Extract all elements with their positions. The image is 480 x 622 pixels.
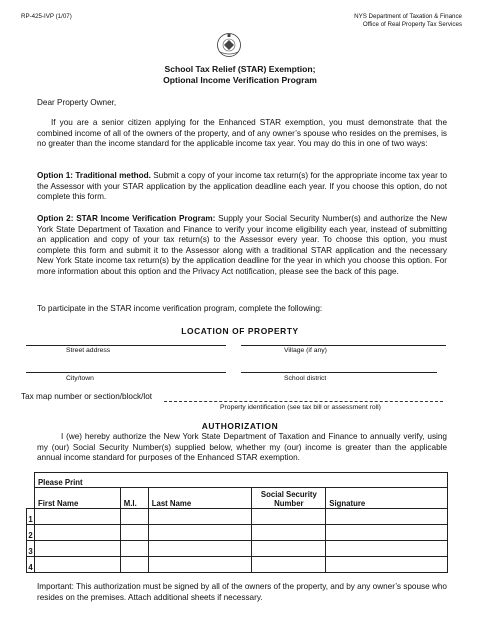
table-row (27, 509, 448, 525)
authorization-heading: AUTHORIZATION (201, 421, 279, 431)
row-number: 4 (27, 557, 35, 573)
option-2-text: Supply your Social Security Number(s) and authorize the New York State Department of Taxation and Finance to verify your income eligibility each year, instead of submitting an application and copy of your tax return(s) to the Assessor every year. To choose this option, you must complete this form and submit it to the Assessor along with a traditional STAR application and the necessary New York State income tax return(s) by the application deadline for the year in which you choose this option. For more information about this option and the Privacy Act notification, please see the back of this page. (37, 214, 447, 276)
first-name-cell[interactable] (34, 557, 120, 573)
table-row (27, 557, 448, 573)
mi-cell[interactable] (120, 541, 148, 557)
signature-table (26, 472, 448, 573)
row-number: 2 (27, 525, 35, 541)
table-row (27, 525, 448, 541)
option-2-paragraph (37, 214, 447, 278)
salutation: Dear Property Owner, (37, 98, 117, 107)
school-district-label: School district (284, 375, 327, 382)
row-number: 3 (27, 541, 35, 557)
first-name-cell[interactable] (34, 525, 120, 541)
mi-cell[interactable] (120, 509, 148, 525)
participate-text: To participate in the STAR income verification program, complete the following: (37, 304, 323, 313)
title-line-1: School Tax Relief (STAR) Exemption; (164, 64, 316, 74)
street-address-label: Street address (66, 347, 111, 354)
signature-cell[interactable] (326, 509, 448, 525)
ssn-cell[interactable] (252, 509, 326, 525)
village-field[interactable] (241, 345, 446, 346)
please-print-label: Please Print (34, 473, 447, 488)
ssn-cell[interactable] (252, 541, 326, 557)
mi-cell[interactable] (120, 525, 148, 541)
last-name-cell[interactable] (148, 541, 252, 557)
village-label: Village (if any) (284, 347, 327, 354)
location-heading: LOCATION OF PROPERTY (181, 326, 299, 336)
signature-cell[interactable] (326, 541, 448, 557)
last-name-cell[interactable] (148, 509, 252, 525)
street-address-field[interactable] (26, 345, 226, 346)
signature-cell[interactable] (326, 525, 448, 541)
mi-header: M.I. (120, 488, 148, 509)
school-district-field[interactable] (241, 372, 437, 373)
property-id-label: Property identification (see tax bill or assessment roll) (220, 404, 381, 411)
intro-paragraph: If you are a senior citizen applying for the Enhanced STAR exemption, you must demonstrate that the combined income of all of the owners of the property, and of any owner’s spouse who resides on the premises, is no greater than the income standard for the applicable income tax year. You may do this in one of two ways: (37, 118, 447, 149)
ssn-cell[interactable] (252, 557, 326, 573)
nys-seal-icon (216, 32, 242, 58)
table-corner (27, 473, 35, 488)
city-town-field[interactable] (26, 372, 226, 373)
authorization-text: I (we) hereby authorize the New York State Department of Taxation and Finance to annually verify, using my (our) Social Security Number(s) supplied below, whether my (our) income is greater than the applicable annual income standard for purposes of the Enhanced STAR exemption. (37, 432, 447, 463)
option-2-label: Option 2: STAR Income Verification Program: (37, 214, 216, 223)
tax-map-label: Tax map number or section/block/lot (21, 392, 153, 401)
signature-header: Signature (326, 488, 448, 509)
ssn-cell[interactable] (252, 525, 326, 541)
title-line-2: Optional Income Verification Program (163, 75, 317, 85)
agency-line-2: Office of Real Property Tax Services (362, 21, 462, 28)
city-town-label: City/town (66, 375, 94, 382)
row-number-header (27, 488, 35, 509)
tax-map-field[interactable] (164, 401, 443, 402)
table-header-row (27, 488, 448, 509)
option-1-text: Submit a copy of your income tax return(s) for the appropriate income tax year to the Assessor with your STAR application by the application deadline each year. If you choose this option, do not complete this form. (37, 171, 447, 202)
option-1-paragraph (37, 171, 447, 203)
table-row (27, 541, 448, 557)
first-name-cell[interactable] (34, 541, 120, 557)
signature-cell[interactable] (326, 557, 448, 573)
important-note: Important: This authorization must be signed by all of the owners of the property, and by any owner’s spouse who resides on the premises. Attach additional sheets if necessary. (37, 582, 447, 602)
last-name-header: Last Name (148, 488, 252, 509)
agency-line-1: NYS Department of Taxation & Finance (354, 13, 462, 20)
first-name-cell[interactable] (34, 509, 120, 525)
first-name-header: First Name (34, 488, 120, 509)
form-id: RP-425-IVP (1/07) (21, 13, 72, 20)
row-number: 1 (27, 509, 35, 525)
last-name-cell[interactable] (148, 557, 252, 573)
mi-cell[interactable] (120, 557, 148, 573)
option-1-label: Option 1: Traditional method. (37, 171, 151, 180)
last-name-cell[interactable] (148, 525, 252, 541)
ssn-header: Social Security Number (252, 488, 326, 509)
